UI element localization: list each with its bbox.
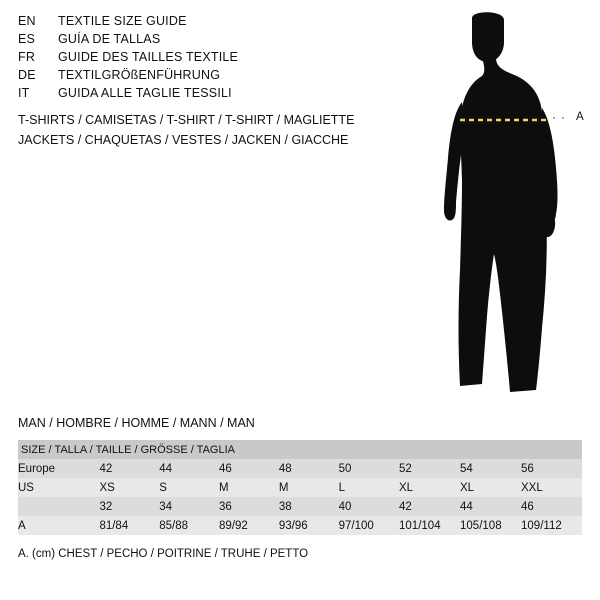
language-row — [18, 68, 398, 86]
cell: 93/96 — [279, 516, 339, 535]
cell: 97/100 — [339, 516, 399, 535]
language-code: IT — [18, 86, 30, 100]
cell: 105/108 — [460, 516, 521, 535]
language-code: FR — [18, 50, 36, 64]
cell: 101/104 — [399, 516, 460, 535]
cell: XL — [460, 478, 521, 497]
size-table — [18, 440, 582, 535]
language-text: TEXTILE SIZE GUIDE — [58, 14, 187, 28]
table-row — [18, 478, 582, 497]
cell: XS — [99, 478, 159, 497]
row-label — [18, 497, 99, 516]
cell: 46 — [219, 459, 279, 478]
cell: 54 — [460, 459, 521, 478]
language-code: EN — [18, 14, 36, 28]
cell: 50 — [339, 459, 399, 478]
language-text: GUIDA ALLE TAGLIE TESSILI — [58, 86, 232, 100]
cell: L — [339, 478, 399, 497]
table-row — [18, 497, 582, 516]
measure-label-a: A — [576, 111, 584, 123]
cell: 32 — [99, 497, 159, 516]
language-row — [18, 14, 398, 32]
row-label: Europe — [18, 459, 99, 478]
language-list — [18, 14, 398, 104]
cell: 44 — [460, 497, 521, 516]
table-header-row — [18, 440, 582, 459]
language-code: DE — [18, 68, 36, 82]
cell: 42 — [99, 459, 159, 478]
measurement-footnote: A. (cm) CHEST / PECHO / POITRINE / TRUHE / PETTO — [18, 548, 309, 560]
male-figure-illustration — [400, 8, 600, 408]
cell: XL — [399, 478, 460, 497]
garment-category-list — [18, 110, 418, 150]
cell: 52 — [399, 459, 460, 478]
category-tshirts: T-SHIRTS / CAMISETAS / T-SHIRT / T-SHIRT / MAGLIETTE — [18, 113, 355, 127]
table-row — [18, 459, 582, 478]
cell: 36 — [219, 497, 279, 516]
cell: M — [219, 478, 279, 497]
table-title-man: MAN / HOMBRE / HOMME / MANN / MAN — [18, 416, 255, 430]
language-row — [18, 32, 398, 50]
table-header-label: SIZE / TALLA / TAILLE / GRÖSSE / TAGLIA — [18, 440, 582, 459]
cell: 81/84 — [99, 516, 159, 535]
language-text: GUÍA DE TALLAS — [58, 32, 161, 46]
cell: 85/88 — [159, 516, 219, 535]
language-code: ES — [18, 32, 36, 46]
cell: 44 — [159, 459, 219, 478]
language-row — [18, 86, 398, 104]
cell: XXL — [521, 478, 582, 497]
row-label: A — [18, 516, 99, 535]
cell: 42 — [399, 497, 460, 516]
measure-leader-dots: · · — [552, 112, 566, 124]
language-row — [18, 50, 398, 68]
cell: M — [279, 478, 339, 497]
cell: 46 — [521, 497, 582, 516]
table-row — [18, 516, 582, 535]
language-text: GUIDE DES TAILLES TEXTILE — [58, 50, 239, 64]
cell: 56 — [521, 459, 582, 478]
category-jackets: JACKETS / CHAQUETAS / VESTES / JACKEN / GIACCHE — [18, 133, 349, 147]
cell: 48 — [279, 459, 339, 478]
cell: 109/112 — [521, 516, 582, 535]
cell: S — [159, 478, 219, 497]
cell: 89/92 — [219, 516, 279, 535]
cell: 38 — [279, 497, 339, 516]
row-label: US — [18, 478, 99, 497]
cell: 34 — [159, 497, 219, 516]
cell: 40 — [339, 497, 399, 516]
language-text: TEXTILGRÖßENFÜHRUNG — [58, 68, 221, 82]
